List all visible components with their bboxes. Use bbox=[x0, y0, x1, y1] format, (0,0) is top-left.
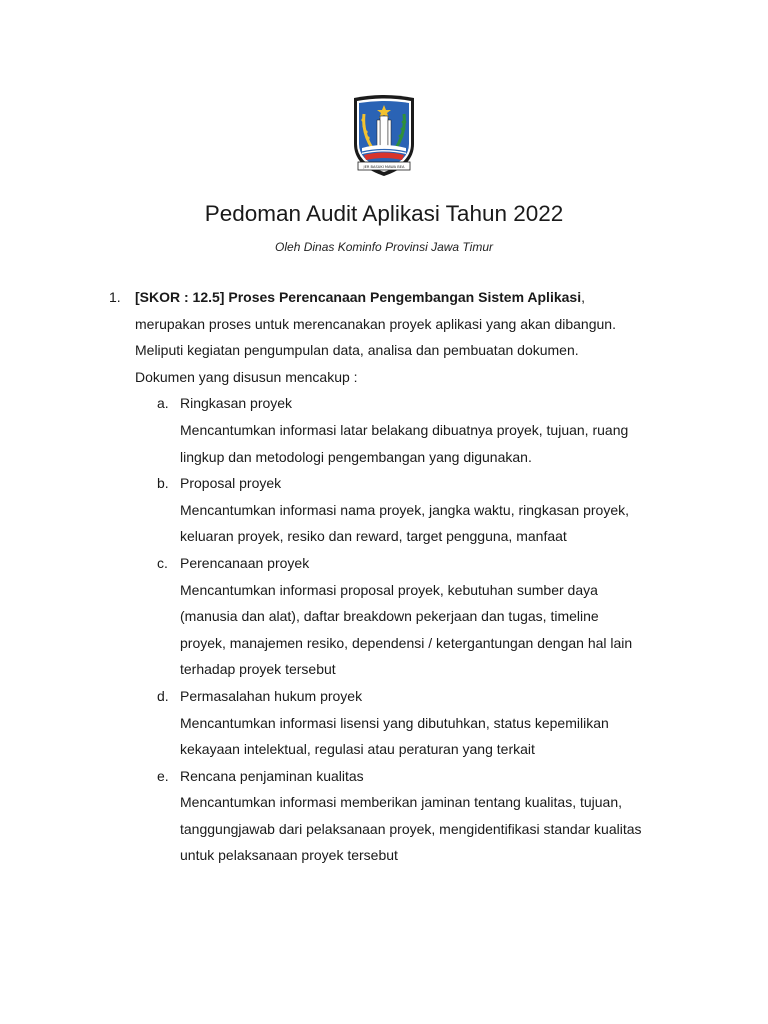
sub-item-line: Mencantumkan informasi lisensi yang dibutuhkan, status kepemilikan bbox=[180, 714, 609, 731]
sub-item-line: Mencantumkan informasi memberikan jaminan tentang kualitas, tujuan, bbox=[180, 794, 623, 811]
heading-tail-text: , bbox=[581, 289, 585, 305]
sub-item-letter: c. bbox=[157, 554, 168, 571]
list-item-1 bbox=[109, 284, 709, 869]
sub-item-d bbox=[135, 683, 709, 763]
sub-item-e bbox=[135, 763, 709, 869]
sub-item-title: Ringkasan proyek bbox=[180, 395, 293, 412]
sub-item-c bbox=[135, 550, 709, 683]
emblem-ribbon-text: JER BASUKI MAWA BEA bbox=[363, 165, 405, 169]
emblem-icon bbox=[348, 92, 420, 180]
jawa-timur-emblem-logo bbox=[348, 92, 420, 180]
page-subtitle: Oleh Dinas Kominfo Provinsi Jawa Timur bbox=[275, 240, 493, 254]
list-item-number: 1. bbox=[109, 289, 121, 305]
sub-item-line: Mencantumkan informasi nama proyek, jangka waktu, ringkasan proyek, bbox=[180, 501, 629, 518]
sub-item-title: Proposal proyek bbox=[180, 475, 282, 492]
sub-item-line: Mencantumkan informasi latar belakang dibuatnya proyek, tujuan, ruang bbox=[180, 421, 629, 438]
sub-item-b bbox=[135, 470, 709, 550]
list-item-heading bbox=[135, 284, 709, 311]
sub-item-line: untuk pelaksanaan proyek tersebut bbox=[180, 847, 398, 864]
sub-item-title: Perencanaan proyek bbox=[180, 554, 310, 571]
sub-item-letter: b. bbox=[157, 475, 169, 492]
sub-item-line: keluaran proyek, resiko dan reward, target pengguna, manfaat bbox=[180, 528, 567, 545]
paragraph-line: merupakan proses untuk merencanakan proyek aplikasi yang akan dibangun. bbox=[135, 315, 616, 332]
sub-item-line: terhadap proyek tersebut bbox=[180, 661, 336, 678]
document-content bbox=[109, 284, 709, 869]
paragraph-line: Dokumen yang disusun mencakup : bbox=[135, 368, 358, 385]
sub-item-line: lingkup dan metodologi pengembangan yang digunakan. bbox=[180, 448, 532, 465]
page-title: Pedoman Audit Aplikasi Tahun 2022 bbox=[204, 201, 564, 226]
sub-list bbox=[135, 390, 709, 869]
sub-item-title: Permasalahan hukum proyek bbox=[180, 687, 363, 704]
list-item-body bbox=[135, 284, 709, 869]
paragraph-line: Meliputi kegiatan pengumpulan data, analisa dan pembuatan dokumen. bbox=[135, 342, 579, 359]
heading-bold-text: [SKOR : 12.5] Proses Perencanaan Pengembangan Sistem Aplikasi bbox=[135, 289, 582, 305]
sub-item-letter: a. bbox=[157, 395, 169, 412]
sub-item-line: tanggungjawab dari pelaksanaan proyek, mengidentifikasi standar kualitas bbox=[180, 820, 642, 837]
sub-item-line: kekayaan intelektual, regulasi atau peraturan yang terkait bbox=[180, 741, 535, 758]
sub-item-letter: e. bbox=[157, 767, 169, 784]
sub-item-line: (manusia dan alat), daftar breakdown pekerjaan dan tugas, timeline bbox=[180, 608, 599, 625]
sub-item-line: Mencantumkan informasi proposal proyek, kebutuhan sumber daya bbox=[180, 581, 598, 598]
sub-item-letter: d. bbox=[157, 687, 169, 704]
sub-item-a bbox=[135, 390, 709, 470]
sub-item-title: Rencana penjaminan kualitas bbox=[180, 767, 364, 784]
sub-item-line: proyek, manajemen resiko, dependensi / ketergantungan dengan hal lain bbox=[180, 634, 633, 651]
